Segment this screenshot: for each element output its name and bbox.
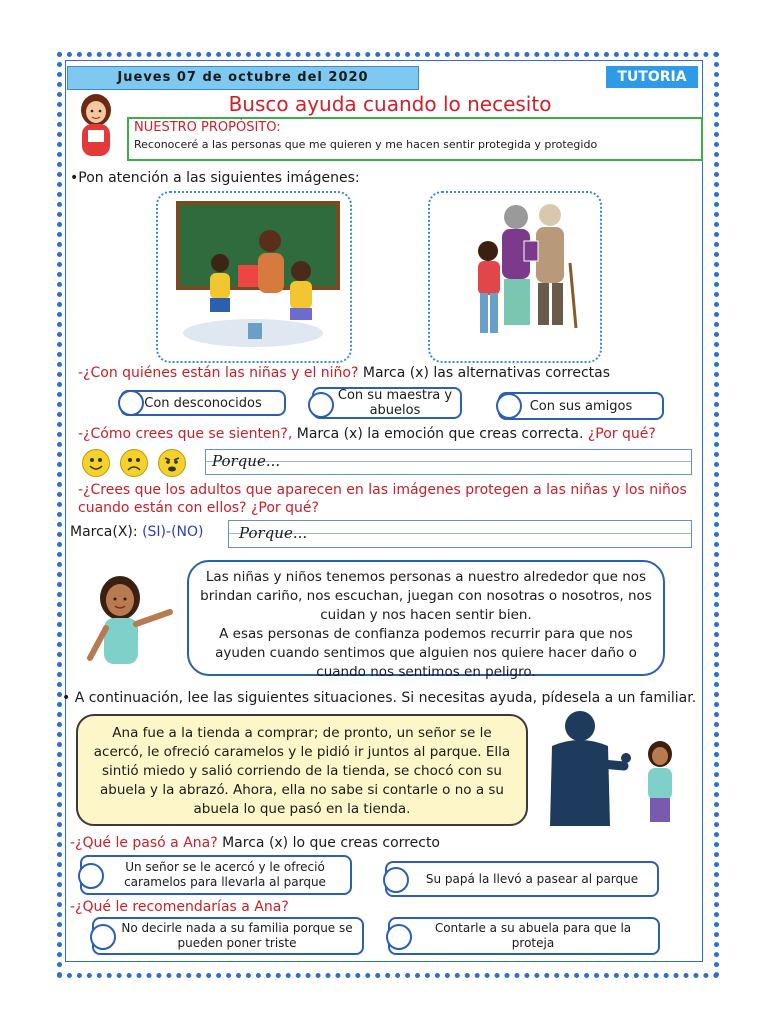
question-5: -¿Qué le recomendarías a Ana?	[70, 899, 289, 915]
date-bar: Jueves 07 de octubre del 2020	[67, 66, 419, 90]
option-label: No decirle nada a su familia porque se pueden poner triste	[121, 921, 353, 950]
subject-tag: TUTORIA	[606, 66, 698, 88]
question-2-prompt: -¿Cómo crees que se sienten?,	[78, 426, 293, 442]
happy-face-icon[interactable]	[82, 449, 110, 477]
info-text-1: Las niñas y niños tenemos personas a nuestro alrededor que nos brindan cariño, nos escuchan, juegan con nosotras o nosotros, nos cuidan y nos hacen sentir bien.	[200, 569, 652, 623]
option-circle[interactable]	[118, 390, 144, 416]
option-contarle-abuela[interactable]	[388, 917, 660, 955]
option-label: Contarle a su abuela para que la proteja	[434, 921, 632, 950]
option-label: Con desconocidos	[144, 395, 262, 411]
question-2	[78, 426, 656, 442]
question-2-instruction: Marca (x) la emoción que creas correcta.	[292, 426, 584, 442]
story-box: Ana fue a la tienda a comprar; de pronto, un señor se le acercó, le ofreció caramelos y le pidió ir juntos al parque. Ella sintió miedo y salió corriendo de la tienda, se chocó con su abuela y la abrazó. Ahora, ella no sabe si contarle o no a su abuela lo que pasó en la tienda.	[76, 714, 528, 826]
option-circle[interactable]	[90, 924, 116, 950]
purpose-heading: NUESTRO PROPÓSITO:	[134, 120, 281, 135]
grandparents-illustration	[430, 193, 600, 361]
mark-label-text: Marca(X):	[70, 524, 138, 540]
question-3: -¿Crees que los adultos que aparecen en las imágenes protegen a las niñas y los niños cuando están con ellos? ¿Por qué?	[78, 482, 687, 516]
option-circle[interactable]	[383, 867, 409, 893]
mark-label	[70, 524, 204, 540]
grandparents-picture	[428, 191, 602, 363]
intro-text: •Pon atención a las siguientes imágenes:	[70, 170, 360, 186]
stranger-illustration	[532, 706, 694, 832]
teacher-illustration	[70, 92, 122, 160]
option-label: Su papá la llevó a pasear al parque	[425, 871, 639, 886]
girl-illustration	[78, 572, 178, 668]
option-circle[interactable]	[78, 863, 104, 889]
option-papa-parque[interactable]	[385, 861, 659, 897]
option-label: Con su maestra y abuelos	[337, 388, 453, 418]
answer-placeholder: Porque...	[212, 452, 281, 470]
option-circle[interactable]	[308, 392, 334, 418]
question-4-prompt: -¿Qué le pasó a Ana?	[70, 835, 218, 851]
option-circle[interactable]	[496, 393, 522, 419]
classroom-picture	[156, 191, 352, 363]
sad-face-icon[interactable]	[120, 449, 148, 477]
option-label: Un señor se le acercó y le ofreció caramelos para llevarla al parque	[124, 860, 326, 889]
info-bubble	[187, 560, 665, 680]
scared-face-icon[interactable]	[158, 449, 186, 477]
answer-field-q3[interactable]	[228, 520, 692, 548]
answer-field-q2[interactable]	[205, 449, 692, 475]
option-con-su-maestra-y-abuelos[interactable]	[312, 387, 462, 419]
info-text-2: A esas personas de confianza podemos recurrir para que nos ayuden cuando sentimos que alguien nos quiere hacer daño o cuando nos sentimos en peligro.	[215, 626, 637, 680]
option-con-sus-amigos[interactable]	[498, 392, 664, 420]
purpose-text: Reconoceré a las personas que me quieren y me hacen sentir protegida y protegido	[134, 138, 598, 151]
situation-intro: • A continuación, lee las siguientes situaciones. Si necesitas ayuda, pídesela a un familiar.	[62, 690, 697, 706]
classroom-illustration	[158, 193, 350, 361]
question-2-why: ¿Por qué?	[583, 426, 656, 442]
option-no-decirle[interactable]	[92, 917, 364, 955]
option-senor-caramelos[interactable]	[80, 855, 352, 895]
question-1-prompt: -¿Con quiénes están las niñas y el niño?	[78, 365, 359, 381]
option-con-desconocidos[interactable]	[120, 390, 286, 416]
mark-options[interactable]: (SI)-(NO)	[142, 524, 204, 540]
answer-placeholder: Porque...	[239, 524, 308, 542]
question-4-instruction: Marca (x) lo que creas correcto	[217, 835, 440, 851]
page-title: Busco ayuda cuando lo necesito	[228, 92, 552, 116]
option-circle[interactable]	[386, 924, 412, 950]
question-4	[70, 835, 440, 851]
question-1	[78, 365, 610, 381]
question-1-instruction: Marca (x) las alternativas correctas	[358, 365, 611, 381]
option-label: Con sus amigos	[529, 398, 633, 414]
